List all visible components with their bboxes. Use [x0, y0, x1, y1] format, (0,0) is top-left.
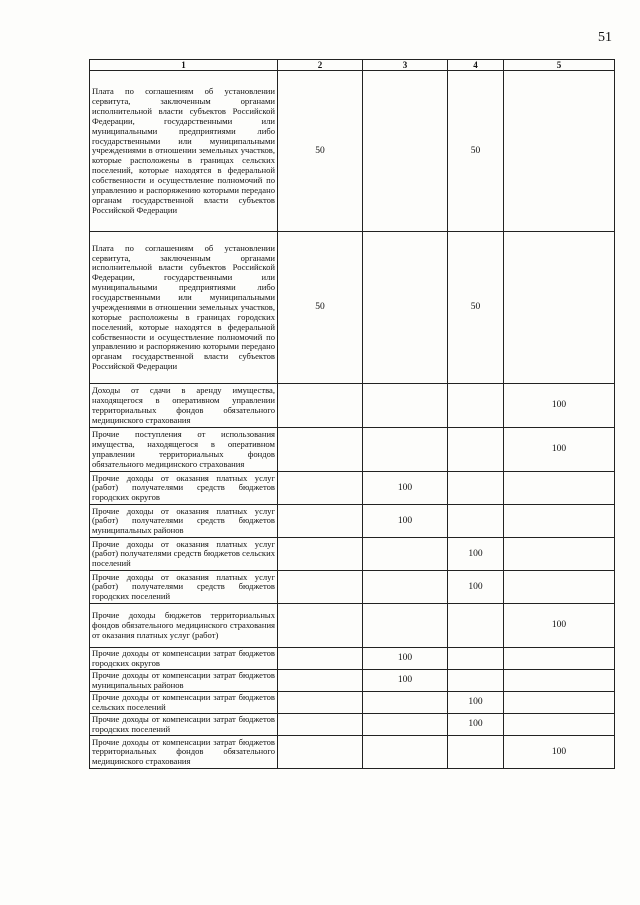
- cell-col-5: 100: [504, 736, 615, 769]
- cell-col-3: 100: [363, 670, 448, 692]
- cell-col-5: [504, 472, 615, 505]
- cell-col-5: [504, 505, 615, 538]
- cell-col-3: [363, 692, 448, 714]
- cell-col-4: 100: [448, 571, 504, 604]
- table-row: [90, 648, 615, 670]
- cell-col-3: [363, 232, 448, 384]
- row-description: Прочие доходы от компенсации затрат бюджетов городских поселений: [90, 714, 278, 736]
- row-description: Прочие доходы от компенсации затрат бюджетов сельских поселений: [90, 692, 278, 714]
- cell-col-4: 50: [448, 71, 504, 232]
- cell-col-2: [278, 604, 363, 648]
- header-col-2: 2: [278, 60, 363, 71]
- row-description: Прочие поступления от использования имущества, находящегося в оперативном управлении территориальных фондов обязательного медицинского страхования: [90, 428, 278, 472]
- row-description: Прочие доходы от компенсации затрат бюджетов муниципальных районов: [90, 670, 278, 692]
- cell-col-4: [448, 472, 504, 505]
- cell-col-5: [504, 232, 615, 384]
- cell-col-2: [278, 736, 363, 769]
- cell-col-4: [448, 505, 504, 538]
- cell-col-5: 100: [504, 604, 615, 648]
- cell-col-2: [278, 505, 363, 538]
- cell-col-2: [278, 648, 363, 670]
- table-row: [90, 714, 615, 736]
- header-col-3: 3: [363, 60, 448, 71]
- cell-col-3: [363, 571, 448, 604]
- row-description: Прочие доходы от оказания платных услуг (работ) получателями средств бюджетов городских поселений: [90, 571, 278, 604]
- cell-col-2: [278, 692, 363, 714]
- cell-col-2: [278, 670, 363, 692]
- table-row: [90, 571, 615, 604]
- cell-col-4: 100: [448, 714, 504, 736]
- cell-col-3: [363, 71, 448, 232]
- cell-col-3: [363, 604, 448, 648]
- cell-col-2: [278, 714, 363, 736]
- cell-col-3: [363, 538, 448, 571]
- table-row: [90, 71, 615, 232]
- table-row: [90, 604, 615, 648]
- row-description: Плата по соглашениям об установлении сервитута, заключенным органами исполнительной власти субъектов Российской Федерации, государственными или муниципальными предприятиями либо государственными или муниципальными учреждениями в отношении земельных участков, которые расположены в границах сельских поселений, которые находятся в федеральной собственности и осуществление полномочий по управлению и распоряжению которыми передано органам государственной власти субъектов Российской Федерации: [90, 71, 278, 232]
- cell-col-4: 100: [448, 538, 504, 571]
- cell-col-4: [448, 384, 504, 428]
- table-row: [90, 232, 615, 384]
- row-description: Прочие доходы от оказания платных услуг (работ) получателями средств бюджетов сельских поселений: [90, 538, 278, 571]
- cell-col-3: [363, 736, 448, 769]
- table-row: [90, 670, 615, 692]
- cell-col-4: [448, 428, 504, 472]
- cell-col-2: [278, 428, 363, 472]
- table-row: [90, 505, 615, 538]
- cell-col-5: [504, 648, 615, 670]
- cell-col-3: [363, 714, 448, 736]
- page-number: 51: [598, 30, 612, 45]
- header-col-4: 4: [448, 60, 504, 71]
- cell-col-3: 100: [363, 505, 448, 538]
- cell-col-5: [504, 692, 615, 714]
- cell-col-3: [363, 384, 448, 428]
- table-row: [90, 472, 615, 505]
- table-row: [90, 692, 615, 714]
- table-header-row: [90, 60, 615, 71]
- cell-col-5: [504, 538, 615, 571]
- table-row: [90, 736, 615, 769]
- cell-col-2: [278, 472, 363, 505]
- cell-col-3: [363, 428, 448, 472]
- cell-col-4: 50: [448, 232, 504, 384]
- row-description: Прочие доходы от компенсации затрат бюджетов территориальных фондов обязательного медицинского страхования: [90, 736, 278, 769]
- cell-col-3: 100: [363, 472, 448, 505]
- row-description: Прочие доходы от оказания платных услуг (работ) получателями средств бюджетов городских округов: [90, 472, 278, 505]
- cell-col-4: [448, 648, 504, 670]
- cell-col-2: [278, 384, 363, 428]
- table-row: [90, 538, 615, 571]
- cell-col-5: 100: [504, 428, 615, 472]
- row-description: Доходы от сдачи в аренду имущества, находящегося в оперативном управлении территориальных фондов обязательного медицинского страхования: [90, 384, 278, 428]
- table-row: [90, 384, 615, 428]
- cell-col-3: 100: [363, 648, 448, 670]
- cell-col-4: [448, 604, 504, 648]
- row-description: Прочие доходы от компенсации затрат бюджетов городских округов: [90, 648, 278, 670]
- cell-col-2: [278, 538, 363, 571]
- row-description: Плата по соглашениям об установлении сервитута, заключенным органами исполнительной власти субъектов Российской Федерации, государственными или муниципальными предприятиями либо государственными или муниципальными учреждениями в отношении земельных участков, которые расположены в границах городских поселений, которые находятся в федеральной собственности и осуществление полномочий по управлению и распоряжению которыми передано органам государственной власти субъектов Российской Федерации: [90, 232, 278, 384]
- header-col-5: 5: [504, 60, 615, 71]
- cell-col-5: [504, 714, 615, 736]
- cell-col-5: 100: [504, 384, 615, 428]
- header-col-1: 1: [90, 60, 278, 71]
- cell-col-4: 100: [448, 692, 504, 714]
- cell-col-4: [448, 670, 504, 692]
- cell-col-5: [504, 71, 615, 232]
- cell-col-5: [504, 571, 615, 604]
- cell-col-5: [504, 670, 615, 692]
- cell-col-2: 50: [278, 232, 363, 384]
- row-description: Прочие доходы бюджетов территориальных фондов обязательного медицинского страхования от оказания платных услуг (работ): [90, 604, 278, 648]
- table-body: [90, 71, 615, 769]
- cell-col-2: 50: [278, 71, 363, 232]
- cell-col-4: [448, 736, 504, 769]
- revenue-distribution-table: [89, 59, 615, 769]
- table-row: [90, 428, 615, 472]
- row-description: Прочие доходы от оказания платных услуг (работ) получателями средств бюджетов муниципальных районов: [90, 505, 278, 538]
- cell-col-2: [278, 571, 363, 604]
